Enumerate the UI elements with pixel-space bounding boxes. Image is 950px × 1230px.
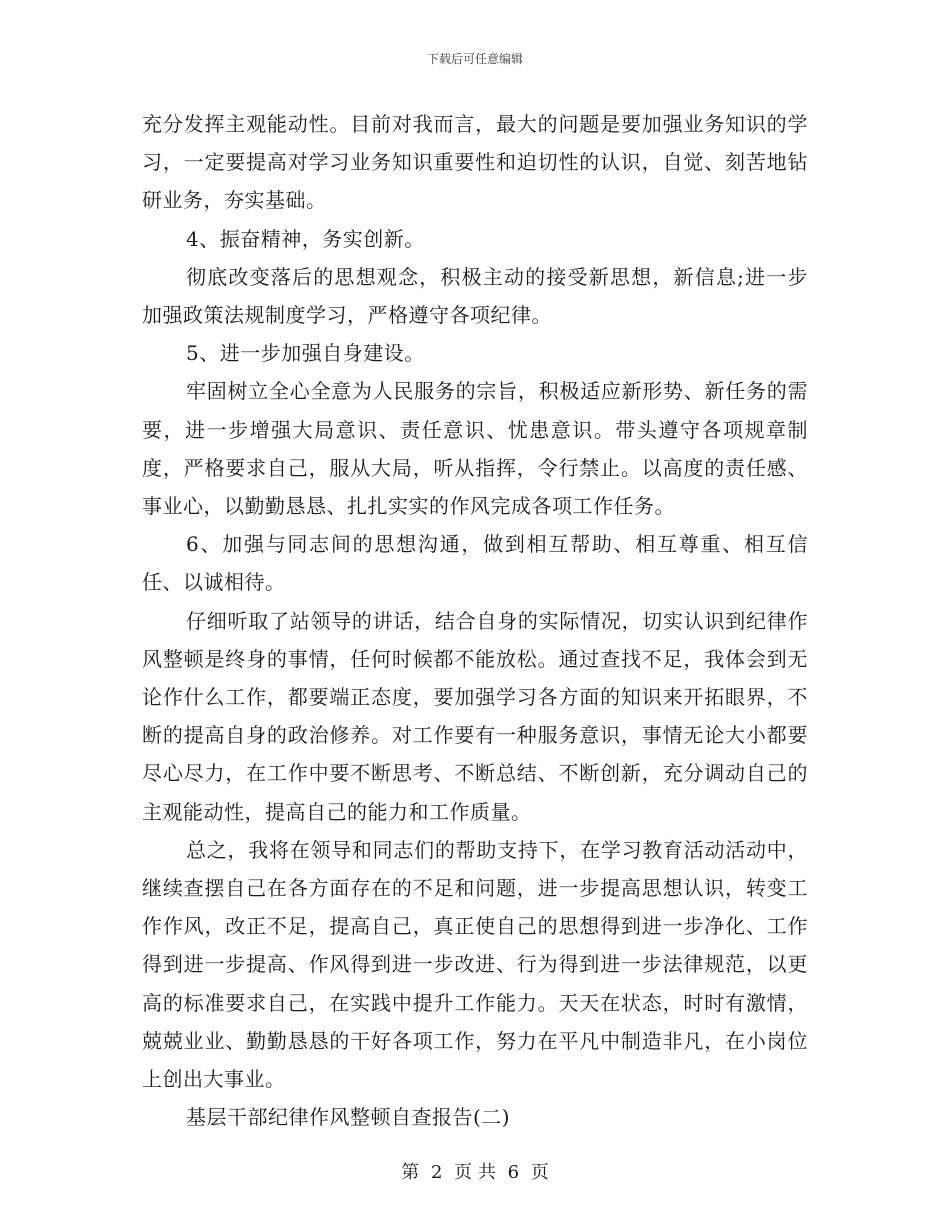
paragraph: 总之，我将在领导和同志们的帮助支持下，在学习教育活动活动中，继续查摆自己在各方面存在的不足和问题，进一步提高思想认识，转变工作作风，改正不足，提高自己，真正使自己的思想得到进一步净化、工作得到进一步提高、作风得到进一步改进、行为得到进一步法律规范，以更高的标准要求自己，在实践中提升工作能力。天天在状态，时时有激情，兢兢业业、勤勤恳恳的干好各项工作，努力在平凡中制造非凡，在小岗位上创出大事业。 [142,837,808,1092]
list-item-5: 5、进一步加强自身建设。 [186,341,425,366]
paragraph: 彻底改变落后的思想观念，积极主动的接受新思想，新信息;进一步加强政策法规制度学习，严格遵守各项纪律。 [142,264,808,328]
paragraph-continuation: 充分发挥主观能动性。目前对我而言，最大的问题是要加强业务知识的学习，一定要提高对学习业务知识重要性和迫切性的认识，自觉、刻苦地钻研业务，夯实基础。 [142,112,808,213]
total-pages-number: 6 [507,1162,520,1183]
page-label-prefix: 第 [401,1162,420,1183]
paragraph: 仔细听取了站领导的讲话，结合自身的实际情况，切实认识到纪律作风整顿是终身的事情，任何时候都不能放松。通过查找不足，我体会到无论作什么工作，都要端正态度，要加强学习各方面的知识来开拓眼界，不断的提高自身的政治修养。对工作要有一种服务意识，事情无论大小都要尽心尽力，在工作中要不断思考、不断总结、不断创新，充分调动自己的主观能动性，提高自己的能力和工作质量。 [142,608,808,824]
list-item-4: 4、振奋精神，务实创新。 [186,226,425,251]
page-label-suffix: 页 [530,1162,549,1183]
list-item-6: 6、加强与同志间的思想沟通，做到相互帮助、相互尊重、相互信任、以诚相待。 [142,532,808,595]
page-header-note: 下载后可任意编辑 [426,52,523,66]
page-label-mid: 页 共 [454,1162,496,1183]
section-title: 基层干部纪律作风整顿自查报告(二) [186,1105,511,1130]
document-body [142,105,808,1136]
page-footer [0,1158,950,1184]
paragraph: 牢固树立全心全意为人民服务的宗旨，积极适应新形势、新任务的需要，进一步增强大局意识、责任意识、忧患意识。带头遵守各项规章制度，严格要求自己，服从大局，听从指挥，令行禁止。以高度的责任感、事业心，以勤勤恳恳、扎扎实实的作风完成各项工作任务。 [142,379,808,519]
current-page-number: 2 [430,1162,443,1183]
